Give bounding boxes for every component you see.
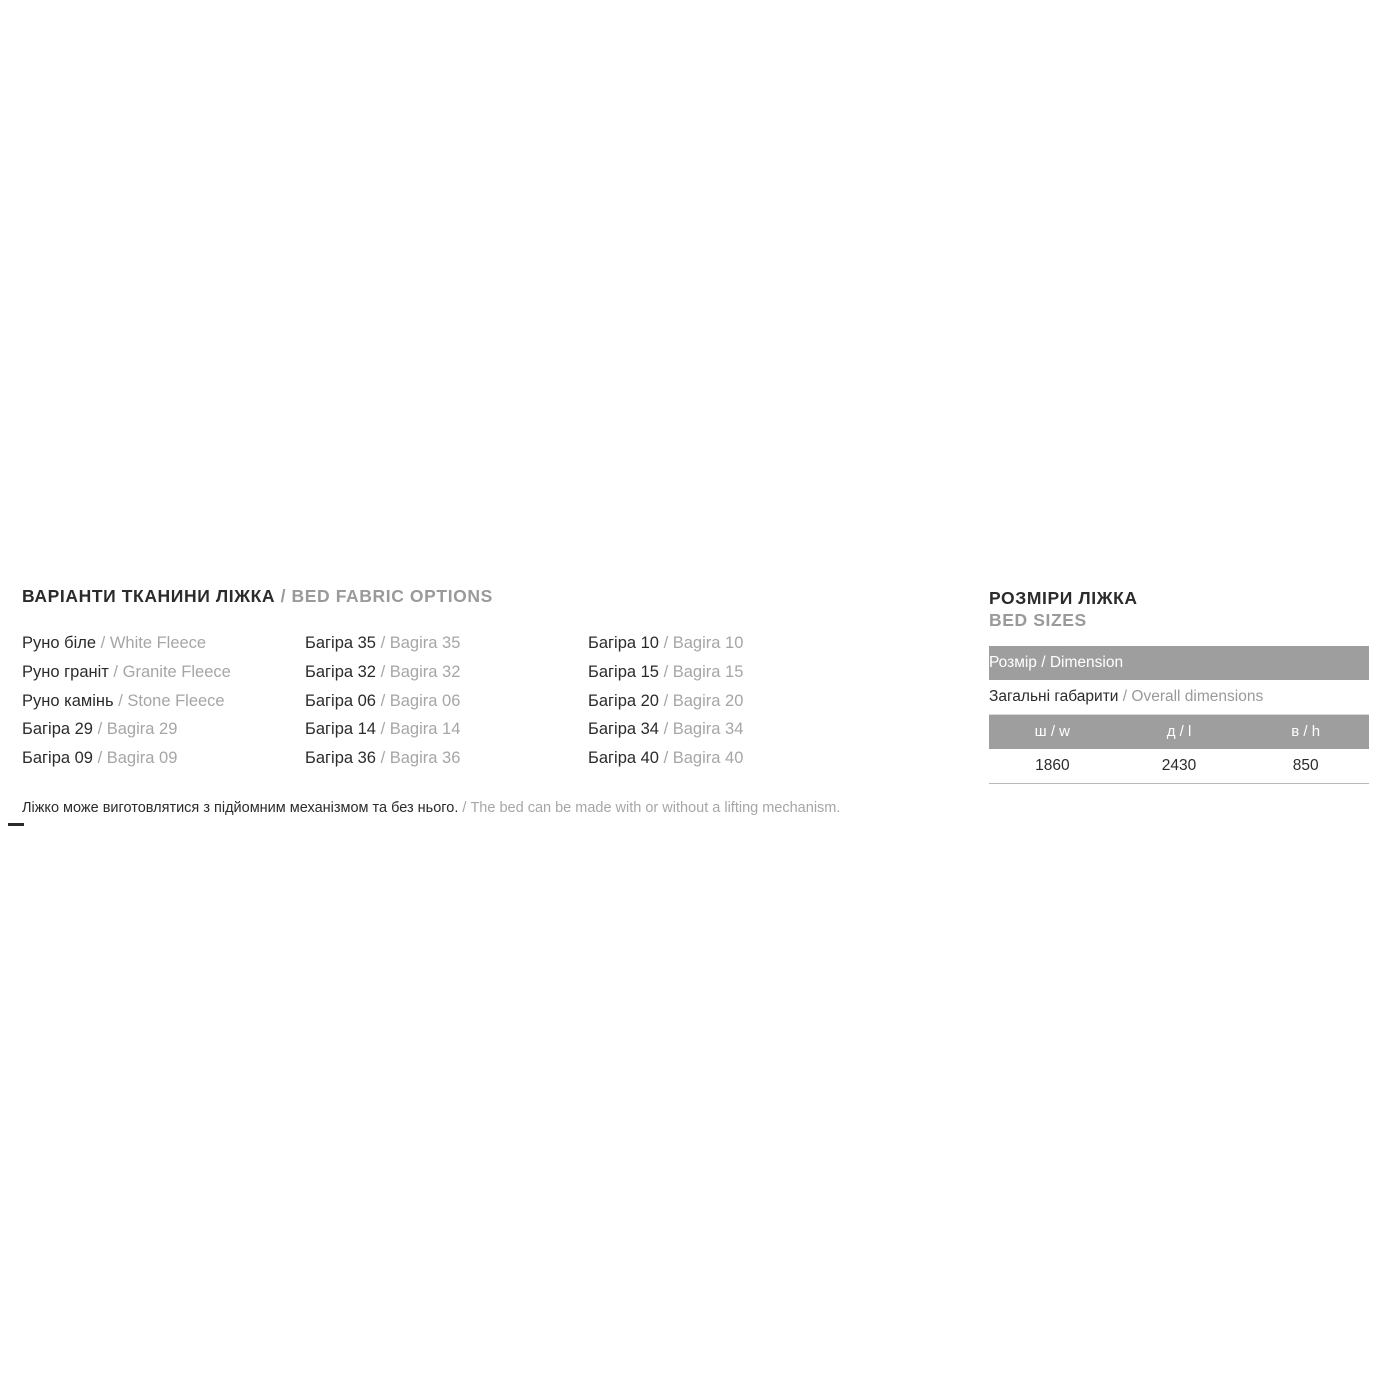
fabric-column-2	[305, 629, 588, 773]
fabric-item-label-en: Bagira 06	[389, 691, 461, 710]
lifting-mechanism-note-ua: Ліжко може виготовлятися з підйомним механізмом та без нього.	[22, 799, 459, 816]
list-item	[305, 744, 588, 773]
fabric-item-label-ua: Багіра 06	[305, 691, 376, 710]
fabric-options-title-en: BED FABRIC OPTIONS	[291, 586, 493, 606]
list-item	[305, 715, 588, 744]
list-item	[22, 687, 305, 716]
fabric-item-label-ua: Багіра 40	[588, 749, 659, 768]
overall-dimensions-ua: Загальні габарити	[989, 687, 1119, 705]
fabric-item-label-ua: Багіра 36	[305, 749, 376, 768]
fabric-item-label-ua: Руно біле	[22, 634, 97, 652]
list-item	[588, 687, 873, 716]
overall-dimensions-separator: /	[1118, 687, 1132, 705]
list-item	[588, 629, 873, 658]
list-item	[22, 715, 305, 744]
fabric-item-label-ua: Багіра 32	[305, 662, 376, 681]
bed-sizes-section	[989, 588, 1369, 784]
fabric-options-title-separator: /	[275, 586, 292, 606]
fabric-item-label-ua: Багіра 20	[588, 691, 659, 710]
table-row	[989, 714, 1369, 749]
fabric-item-label-en: Bagira 15	[672, 662, 744, 681]
fabric-item-label-en: Bagira 09	[106, 749, 178, 768]
fabric-item-separator: /	[658, 720, 673, 739]
fabric-item-separator: /	[108, 662, 123, 681]
value-length: 2430	[1116, 749, 1243, 784]
dimension-header-separator: /	[1036, 653, 1050, 671]
fabric-item-separator: /	[658, 691, 673, 710]
fabric-column-3	[588, 629, 873, 773]
fabric-options-title-ua: ВАРІАНТИ ТКАНИНИ ЛІЖКА	[22, 586, 276, 606]
list-item	[588, 744, 873, 773]
fabric-item-separator: /	[658, 662, 673, 681]
fabric-item-label-ua: Багіра 09	[22, 749, 93, 768]
fabric-item-separator: /	[96, 634, 110, 652]
dimension-header-ua: Розмір	[989, 653, 1037, 671]
value-height: 850	[1242, 749, 1369, 784]
list-item	[588, 658, 873, 687]
column-header-height: в / h	[1242, 714, 1369, 749]
fabric-item-label-en: Bagira 40	[672, 749, 744, 768]
fabric-item-label-en: Bagira 32	[389, 662, 461, 681]
list-item	[588, 715, 873, 744]
overall-dimensions-en: Overall dimensions	[1131, 687, 1264, 705]
fabric-item-separator: /	[375, 662, 390, 681]
fabric-item-separator: /	[658, 634, 673, 652]
dimension-header-cell	[989, 646, 1369, 680]
column-header-width: ш / w	[989, 714, 1116, 749]
table-row	[989, 749, 1369, 784]
fabric-item-separator: /	[375, 634, 390, 652]
fabric-item-label-ua: Багіра 14	[305, 720, 376, 739]
value-width: 1860	[989, 749, 1116, 784]
list-item	[22, 629, 305, 658]
fabric-item-label-ua: Багіра 34	[588, 720, 659, 739]
fabric-options-title	[22, 586, 982, 607]
overall-dimensions-cell	[989, 680, 1369, 715]
fabric-item-label-ua: Руно камінь	[22, 691, 114, 710]
fabric-item-label-en: Bagira 10	[672, 634, 744, 652]
lifting-mechanism-note-en: The bed can be made with or without a lifting mechanism.	[470, 799, 841, 816]
fabric-item-label-ua: Багіра 29	[22, 720, 93, 739]
decorative-dash	[8, 823, 24, 826]
column-header-length: д / l	[1116, 714, 1243, 749]
fabric-item-separator: /	[375, 691, 390, 710]
fabric-item-label-ua: Багіра 35	[305, 634, 376, 652]
fabric-item-separator: /	[658, 749, 673, 768]
fabric-item-label-en: Stone Fleece	[127, 691, 225, 710]
fabric-item-label-en: Bagira 36	[389, 749, 461, 768]
bed-fabric-options-section	[22, 586, 982, 818]
fabric-item-label-en: Bagira 35	[389, 634, 461, 652]
fabric-item-label-ua: Багіра 15	[588, 662, 659, 681]
fabric-item-label-en: Bagira 34	[672, 720, 744, 739]
fabric-item-label-en: Bagira 29	[106, 720, 178, 739]
fabric-item-label-ua: Руно граніт	[22, 662, 109, 681]
fabric-item-separator: /	[375, 749, 390, 768]
fabric-column-1	[22, 629, 305, 773]
fabric-item-label-en: Granite Fleece	[122, 662, 231, 681]
table-row	[989, 646, 1369, 680]
fabric-item-separator: /	[113, 691, 128, 710]
list-item	[305, 687, 588, 716]
list-item	[305, 658, 588, 687]
fabric-options-columns	[22, 629, 982, 773]
fabric-item-label-en: Bagira 20	[672, 691, 744, 710]
list-item	[22, 744, 305, 773]
lifting-mechanism-note	[22, 799, 982, 818]
lifting-mechanism-note-separator: /	[458, 799, 471, 816]
fabric-item-separator: /	[375, 720, 390, 739]
fabric-item-label-en: White Fleece	[109, 634, 207, 652]
list-item	[22, 658, 305, 687]
table-row	[989, 680, 1369, 715]
list-item	[305, 629, 588, 658]
dimension-header-en: Dimension	[1049, 653, 1124, 671]
bed-sizes-title-en: BED SIZES	[989, 609, 1087, 630]
fabric-item-label-ua: Багіра 10	[588, 634, 659, 652]
bed-sizes-table	[989, 646, 1369, 784]
fabric-item-label-en: Bagira 14	[389, 720, 461, 739]
bed-sizes-title-ua: РОЗМІРИ ЛІЖКА	[989, 588, 1138, 608]
fabric-item-separator: /	[92, 749, 107, 768]
fabric-item-separator: /	[92, 720, 107, 739]
